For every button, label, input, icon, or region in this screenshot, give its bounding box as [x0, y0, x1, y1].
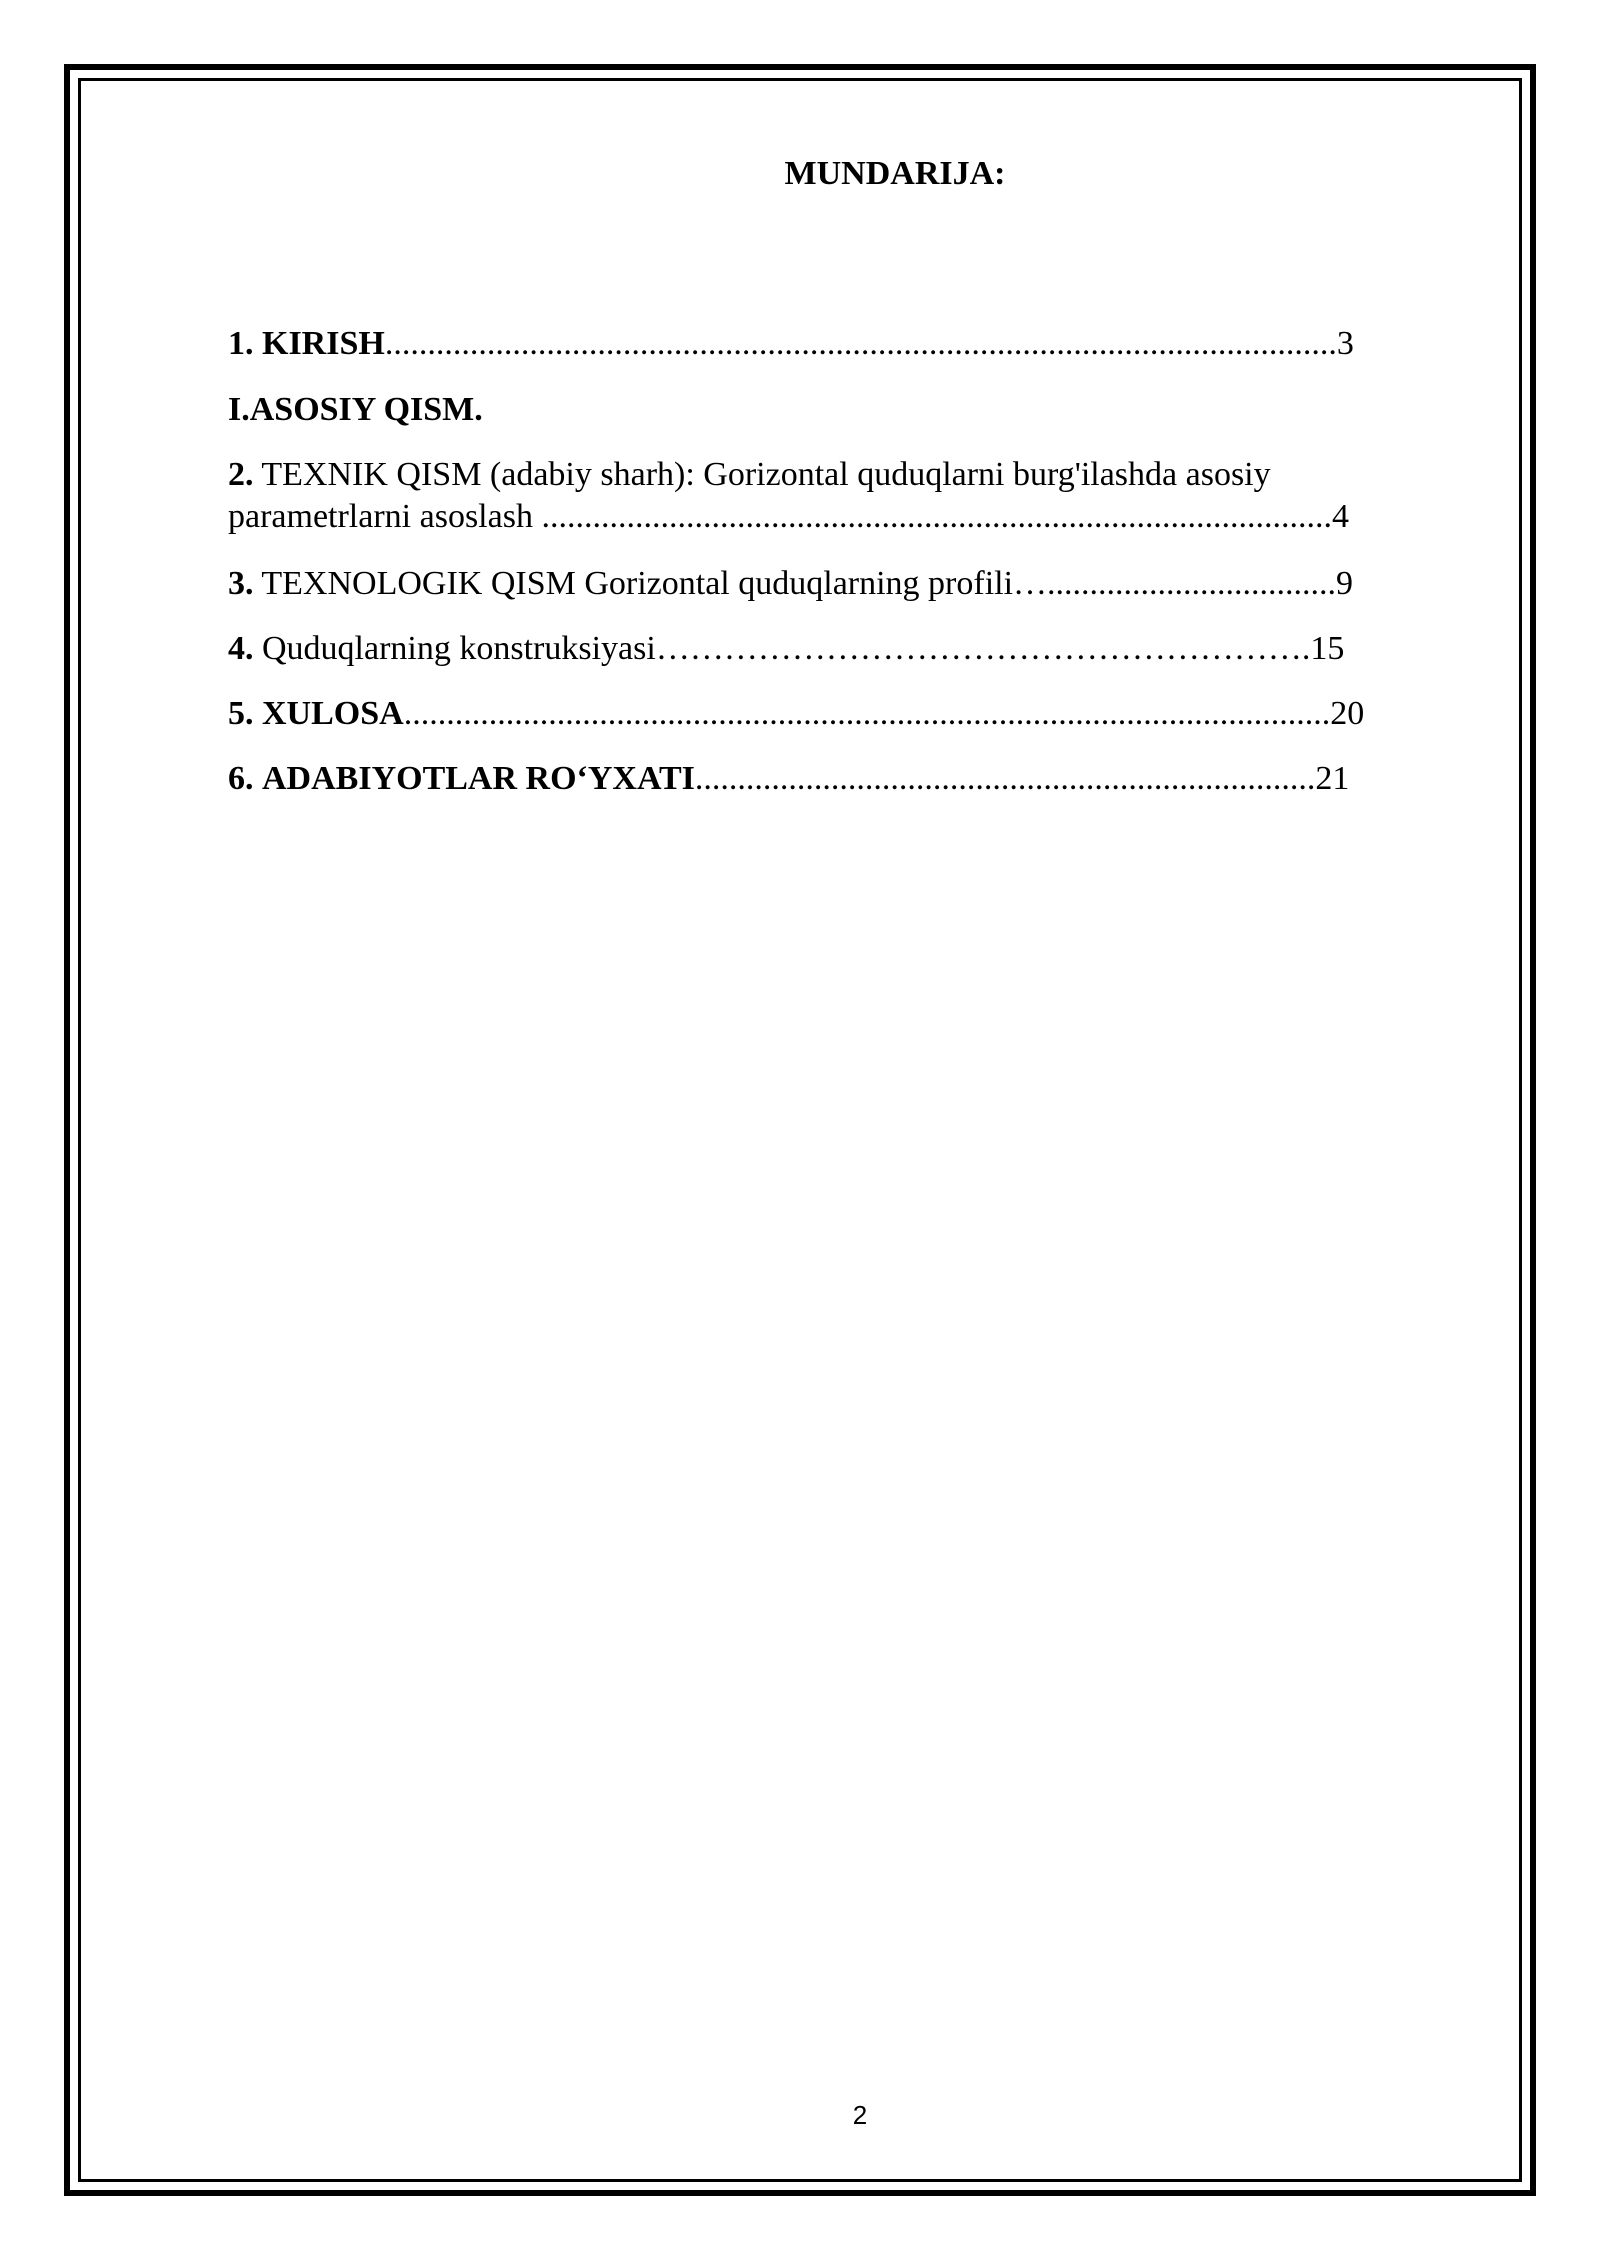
toc-entry-page: .15 [1301, 630, 1345, 667]
toc-entry-konstruksiyasi[interactable] [228, 627, 1344, 671]
toc-entry-leader: ............................................................................................. [532, 498, 1332, 535]
toc-entry-leader: ......................................................................... [694, 760, 1316, 797]
toc-entry-label: ADABIYOTLAR RO‘YXATI [262, 760, 695, 797]
toc-entry-number: 6. [228, 760, 254, 797]
toc-entry-kirish[interactable] [228, 322, 1354, 366]
toc-entry-xulosa[interactable] [228, 692, 1364, 736]
toc-entry-page: 21 [1315, 760, 1350, 797]
toc-entry-number: 1. [228, 325, 254, 362]
toc-entry-text-line1 [228, 453, 1271, 497]
toc-entry-label: TEXNOLOGIK QISM Gorizontal quduqlarning profili [261, 565, 1014, 602]
toc-entry-number: 3. [228, 565, 254, 602]
toc-entry-number: 5. [228, 695, 254, 732]
toc-entry-label: XULOSA [262, 695, 404, 732]
page-title: MUNDARIJA: [784, 155, 1006, 192]
page-number: 2 [852, 2100, 868, 2130]
toc-entry-label: TEXNIK QISM (adabiy sharh): Gorizontal quduqlarni burg'ilashda asosiy [261, 456, 1271, 493]
toc-entry-adabiyotlar[interactable] [228, 757, 1349, 801]
toc-entry-leader: ….................................. [1013, 565, 1337, 602]
toc-entry-leader: ................................................................................................................ [384, 325, 1337, 362]
toc-entry-number: 4. [228, 630, 254, 667]
toc-entry-page: 9 [1336, 565, 1354, 602]
toc-entry-leader: ............................................................................................................. [403, 695, 1331, 732]
toc-entry-leader: ………………………………………………… [655, 630, 1302, 667]
toc-entry-page: 20 [1330, 695, 1365, 732]
toc-entry-text-line2: parametrlarni asoslash [228, 498, 533, 535]
toc-entry-label: KIRISH [262, 325, 385, 362]
toc-heading-asosiy-qism[interactable] [228, 388, 483, 432]
toc-entry-label: Quduqlarning konstruksiyasi [262, 630, 656, 667]
toc-entry-page: 4 [1331, 498, 1349, 535]
toc-entry-texnik-qism[interactable] [228, 453, 1486, 539]
toc-heading-label: I.ASOSIY QISM. [228, 391, 483, 428]
toc-entry-texnologik-qism[interactable] [228, 562, 1353, 606]
toc-entry-number: 2. [228, 456, 254, 493]
toc-entry-page: 3 [1336, 325, 1354, 362]
